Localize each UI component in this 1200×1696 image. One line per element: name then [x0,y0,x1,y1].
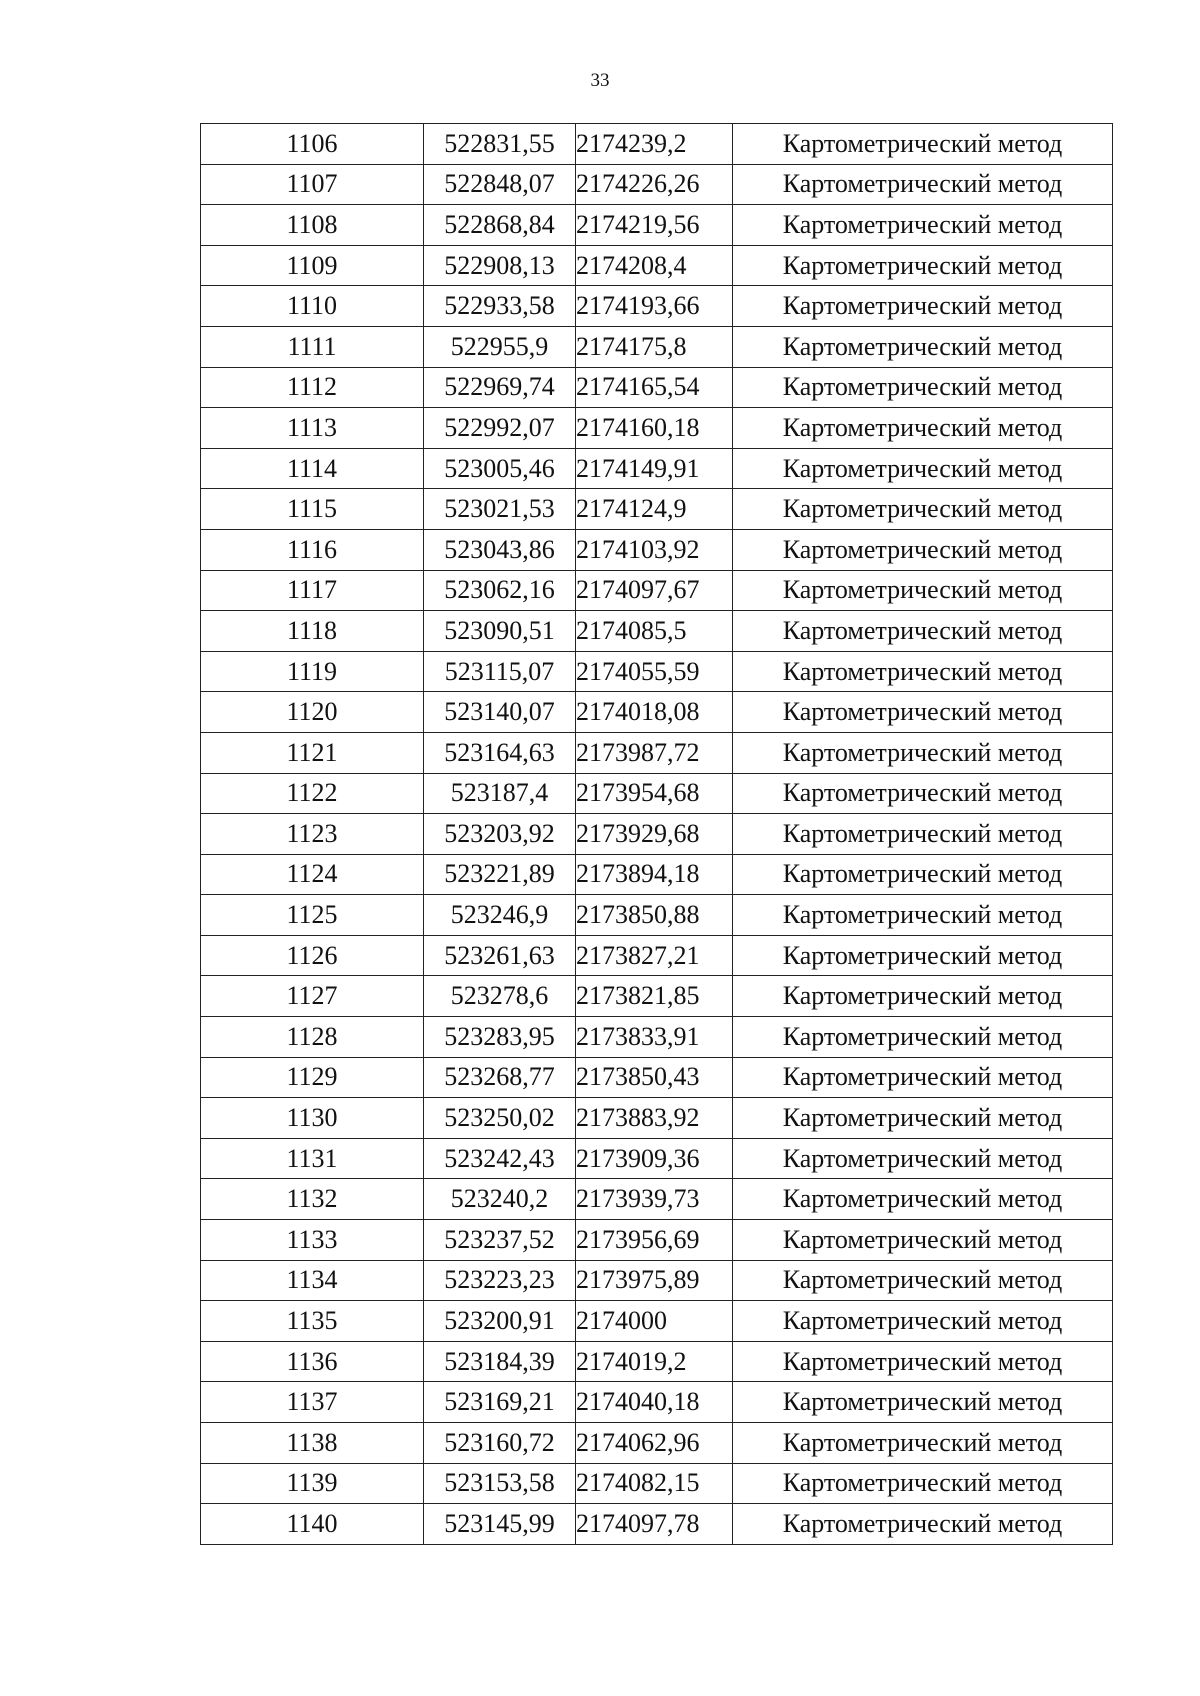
method-cell: Картометрический метод [733,1098,1113,1139]
y-coordinate-cell: 2174239,2 [576,124,733,165]
method-cell: Картометрический метод [733,692,1113,733]
table-row [201,1098,1113,1139]
method-cell: Картометрический метод [733,732,1113,773]
method-cell: Картометрический метод [733,1220,1113,1261]
method-cell: Картометрический метод [733,1504,1113,1545]
point-number-cell: 1129 [201,1057,424,1098]
table-row [201,1179,1113,1220]
x-coordinate-cell: 523242,43 [424,1138,576,1179]
point-number-cell: 1137 [201,1382,424,1423]
table-row [201,1057,1113,1098]
coordinates-table [200,123,1113,1545]
point-number-cell: 1110 [201,286,424,327]
y-coordinate-cell: 2173850,43 [576,1057,733,1098]
x-coordinate-cell: 523164,63 [424,732,576,773]
method-cell: Картометрический метод [733,814,1113,855]
method-cell: Картометрический метод [733,651,1113,692]
table-row [201,651,1113,692]
x-coordinate-cell: 523184,39 [424,1341,576,1382]
method-cell: Картометрический метод [733,286,1113,327]
point-number-cell: 1123 [201,814,424,855]
table-row [201,1017,1113,1058]
point-number-cell: 1128 [201,1017,424,1058]
method-cell: Картометрический метод [733,448,1113,489]
table-row [201,1301,1113,1342]
x-coordinate-cell: 523240,2 [424,1179,576,1220]
y-coordinate-cell: 2174062,96 [576,1423,733,1464]
page-number: 33 [590,70,610,91]
table-row [201,976,1113,1017]
point-number-cell: 1135 [201,1301,424,1342]
point-number-cell: 1114 [201,448,424,489]
point-number-cell: 1130 [201,1098,424,1139]
x-coordinate-cell: 523250,02 [424,1098,576,1139]
x-coordinate-cell: 523140,07 [424,692,576,733]
point-number-cell: 1134 [201,1260,424,1301]
y-coordinate-cell: 2173850,88 [576,895,733,936]
point-number-cell: 1115 [201,489,424,530]
table-row [201,1382,1113,1423]
table-row [201,1220,1113,1261]
table-row [201,814,1113,855]
method-cell: Картометрический метод [733,1463,1113,1504]
x-coordinate-cell: 522908,13 [424,245,576,286]
point-number-cell: 1122 [201,773,424,814]
y-coordinate-cell: 2173821,85 [576,976,733,1017]
table-row [201,854,1113,895]
point-number-cell: 1109 [201,245,424,286]
point-number-cell: 1140 [201,1504,424,1545]
point-number-cell: 1107 [201,164,424,205]
x-coordinate-cell: 522848,07 [424,164,576,205]
table-row [201,367,1113,408]
method-cell: Картометрический метод [733,1017,1113,1058]
point-number-cell: 1138 [201,1423,424,1464]
table-row [201,935,1113,976]
method-cell: Картометрический метод [733,529,1113,570]
x-coordinate-cell: 523237,52 [424,1220,576,1261]
table-row [201,895,1113,936]
table-row [201,1138,1113,1179]
y-coordinate-cell: 2173909,36 [576,1138,733,1179]
y-coordinate-cell: 2173987,72 [576,732,733,773]
method-cell: Картометрический метод [733,367,1113,408]
y-coordinate-cell: 2174160,18 [576,408,733,449]
table-row [201,205,1113,246]
x-coordinate-cell: 523169,21 [424,1382,576,1423]
y-coordinate-cell: 2173894,18 [576,854,733,895]
x-coordinate-cell: 522969,74 [424,367,576,408]
method-cell: Картометрический метод [733,124,1113,165]
y-coordinate-cell: 2173929,68 [576,814,733,855]
method-cell: Картометрический метод [733,1138,1113,1179]
method-cell: Картометрический метод [733,1382,1113,1423]
y-coordinate-cell: 2173883,92 [576,1098,733,1139]
y-coordinate-cell: 2174219,56 [576,205,733,246]
y-coordinate-cell: 2174018,08 [576,692,733,733]
table-row [201,611,1113,652]
x-coordinate-cell: 523115,07 [424,651,576,692]
x-coordinate-cell: 523160,72 [424,1423,576,1464]
point-number-cell: 1133 [201,1220,424,1261]
table-row [201,1504,1113,1545]
y-coordinate-cell: 2173975,89 [576,1260,733,1301]
x-coordinate-cell: 523283,95 [424,1017,576,1058]
method-cell: Картометрический метод [733,164,1113,205]
table-row [201,732,1113,773]
point-number-cell: 1113 [201,408,424,449]
method-cell: Картометрический метод [733,854,1113,895]
y-coordinate-cell: 2174226,26 [576,164,733,205]
y-coordinate-cell: 2174175,8 [576,326,733,367]
point-number-cell: 1127 [201,976,424,1017]
point-number-cell: 1106 [201,124,424,165]
y-coordinate-cell: 2174165,54 [576,367,733,408]
table-row [201,692,1113,733]
method-cell: Картометрический метод [733,408,1113,449]
method-cell: Картометрический метод [733,1341,1113,1382]
point-number-cell: 1120 [201,692,424,733]
y-coordinate-cell: 2174149,91 [576,448,733,489]
x-coordinate-cell: 523090,51 [424,611,576,652]
point-number-cell: 1108 [201,205,424,246]
y-coordinate-cell: 2174103,92 [576,529,733,570]
x-coordinate-cell: 523187,4 [424,773,576,814]
point-number-cell: 1121 [201,732,424,773]
x-coordinate-cell: 522955,9 [424,326,576,367]
table-row [201,286,1113,327]
x-coordinate-cell: 523005,46 [424,448,576,489]
method-cell: Картометрический метод [733,205,1113,246]
point-number-cell: 1117 [201,570,424,611]
x-coordinate-cell: 523153,58 [424,1463,576,1504]
method-cell: Картометрический метод [733,326,1113,367]
y-coordinate-cell: 2174124,9 [576,489,733,530]
x-coordinate-cell: 522992,07 [424,408,576,449]
point-number-cell: 1124 [201,854,424,895]
method-cell: Картометрический метод [733,570,1113,611]
x-coordinate-cell: 523223,23 [424,1260,576,1301]
method-cell: Картометрический метод [733,245,1113,286]
x-coordinate-cell: 523043,86 [424,529,576,570]
table-row [201,448,1113,489]
y-coordinate-cell: 2174082,15 [576,1463,733,1504]
x-coordinate-cell: 523261,63 [424,935,576,976]
y-coordinate-cell: 2174208,4 [576,245,733,286]
point-number-cell: 1116 [201,529,424,570]
x-coordinate-cell: 523221,89 [424,854,576,895]
table-row [201,1423,1113,1464]
coordinates-table-body [201,124,1113,1545]
table-row [201,773,1113,814]
x-coordinate-cell: 523246,9 [424,895,576,936]
x-coordinate-cell: 522933,58 [424,286,576,327]
y-coordinate-cell: 2174085,5 [576,611,733,652]
y-coordinate-cell: 2173939,73 [576,1179,733,1220]
method-cell: Картометрический метод [733,895,1113,936]
method-cell: Картометрический метод [733,1179,1113,1220]
table-row [201,124,1113,165]
method-cell: Картометрический метод [733,1260,1113,1301]
point-number-cell: 1118 [201,611,424,652]
table-row [201,326,1113,367]
y-coordinate-cell: 2174000 [576,1301,733,1342]
method-cell: Картометрический метод [733,1423,1113,1464]
table-row [201,570,1113,611]
table-row [201,164,1113,205]
x-coordinate-cell: 523145,99 [424,1504,576,1545]
point-number-cell: 1131 [201,1138,424,1179]
x-coordinate-cell: 523200,91 [424,1301,576,1342]
point-number-cell: 1126 [201,935,424,976]
table-row [201,1260,1113,1301]
method-cell: Картометрический метод [733,1301,1113,1342]
x-coordinate-cell: 523203,92 [424,814,576,855]
y-coordinate-cell: 2173954,68 [576,773,733,814]
y-coordinate-cell: 2174193,66 [576,286,733,327]
x-coordinate-cell: 523062,16 [424,570,576,611]
table-row [201,489,1113,530]
x-coordinate-cell: 522868,84 [424,205,576,246]
method-cell: Картометрический метод [733,1057,1113,1098]
table-row [201,1341,1113,1382]
x-coordinate-cell: 523021,53 [424,489,576,530]
method-cell: Картометрический метод [733,935,1113,976]
y-coordinate-cell: 2174097,67 [576,570,733,611]
y-coordinate-cell: 2173833,91 [576,1017,733,1058]
y-coordinate-cell: 2173956,69 [576,1220,733,1261]
point-number-cell: 1112 [201,367,424,408]
method-cell: Картометрический метод [733,489,1113,530]
table-row [201,1463,1113,1504]
point-number-cell: 1139 [201,1463,424,1504]
x-coordinate-cell: 523268,77 [424,1057,576,1098]
table-row [201,408,1113,449]
method-cell: Картометрический метод [733,611,1113,652]
x-coordinate-cell: 523278,6 [424,976,576,1017]
table-row [201,245,1113,286]
y-coordinate-cell: 2174055,59 [576,651,733,692]
y-coordinate-cell: 2174097,78 [576,1504,733,1545]
point-number-cell: 1125 [201,895,424,936]
point-number-cell: 1111 [201,326,424,367]
point-number-cell: 1119 [201,651,424,692]
y-coordinate-cell: 2173827,21 [576,935,733,976]
point-number-cell: 1132 [201,1179,424,1220]
x-coordinate-cell: 522831,55 [424,124,576,165]
method-cell: Картометрический метод [733,773,1113,814]
method-cell: Картометрический метод [733,976,1113,1017]
table-row [201,529,1113,570]
point-number-cell: 1136 [201,1341,424,1382]
y-coordinate-cell: 2174040,18 [576,1382,733,1423]
y-coordinate-cell: 2174019,2 [576,1341,733,1382]
